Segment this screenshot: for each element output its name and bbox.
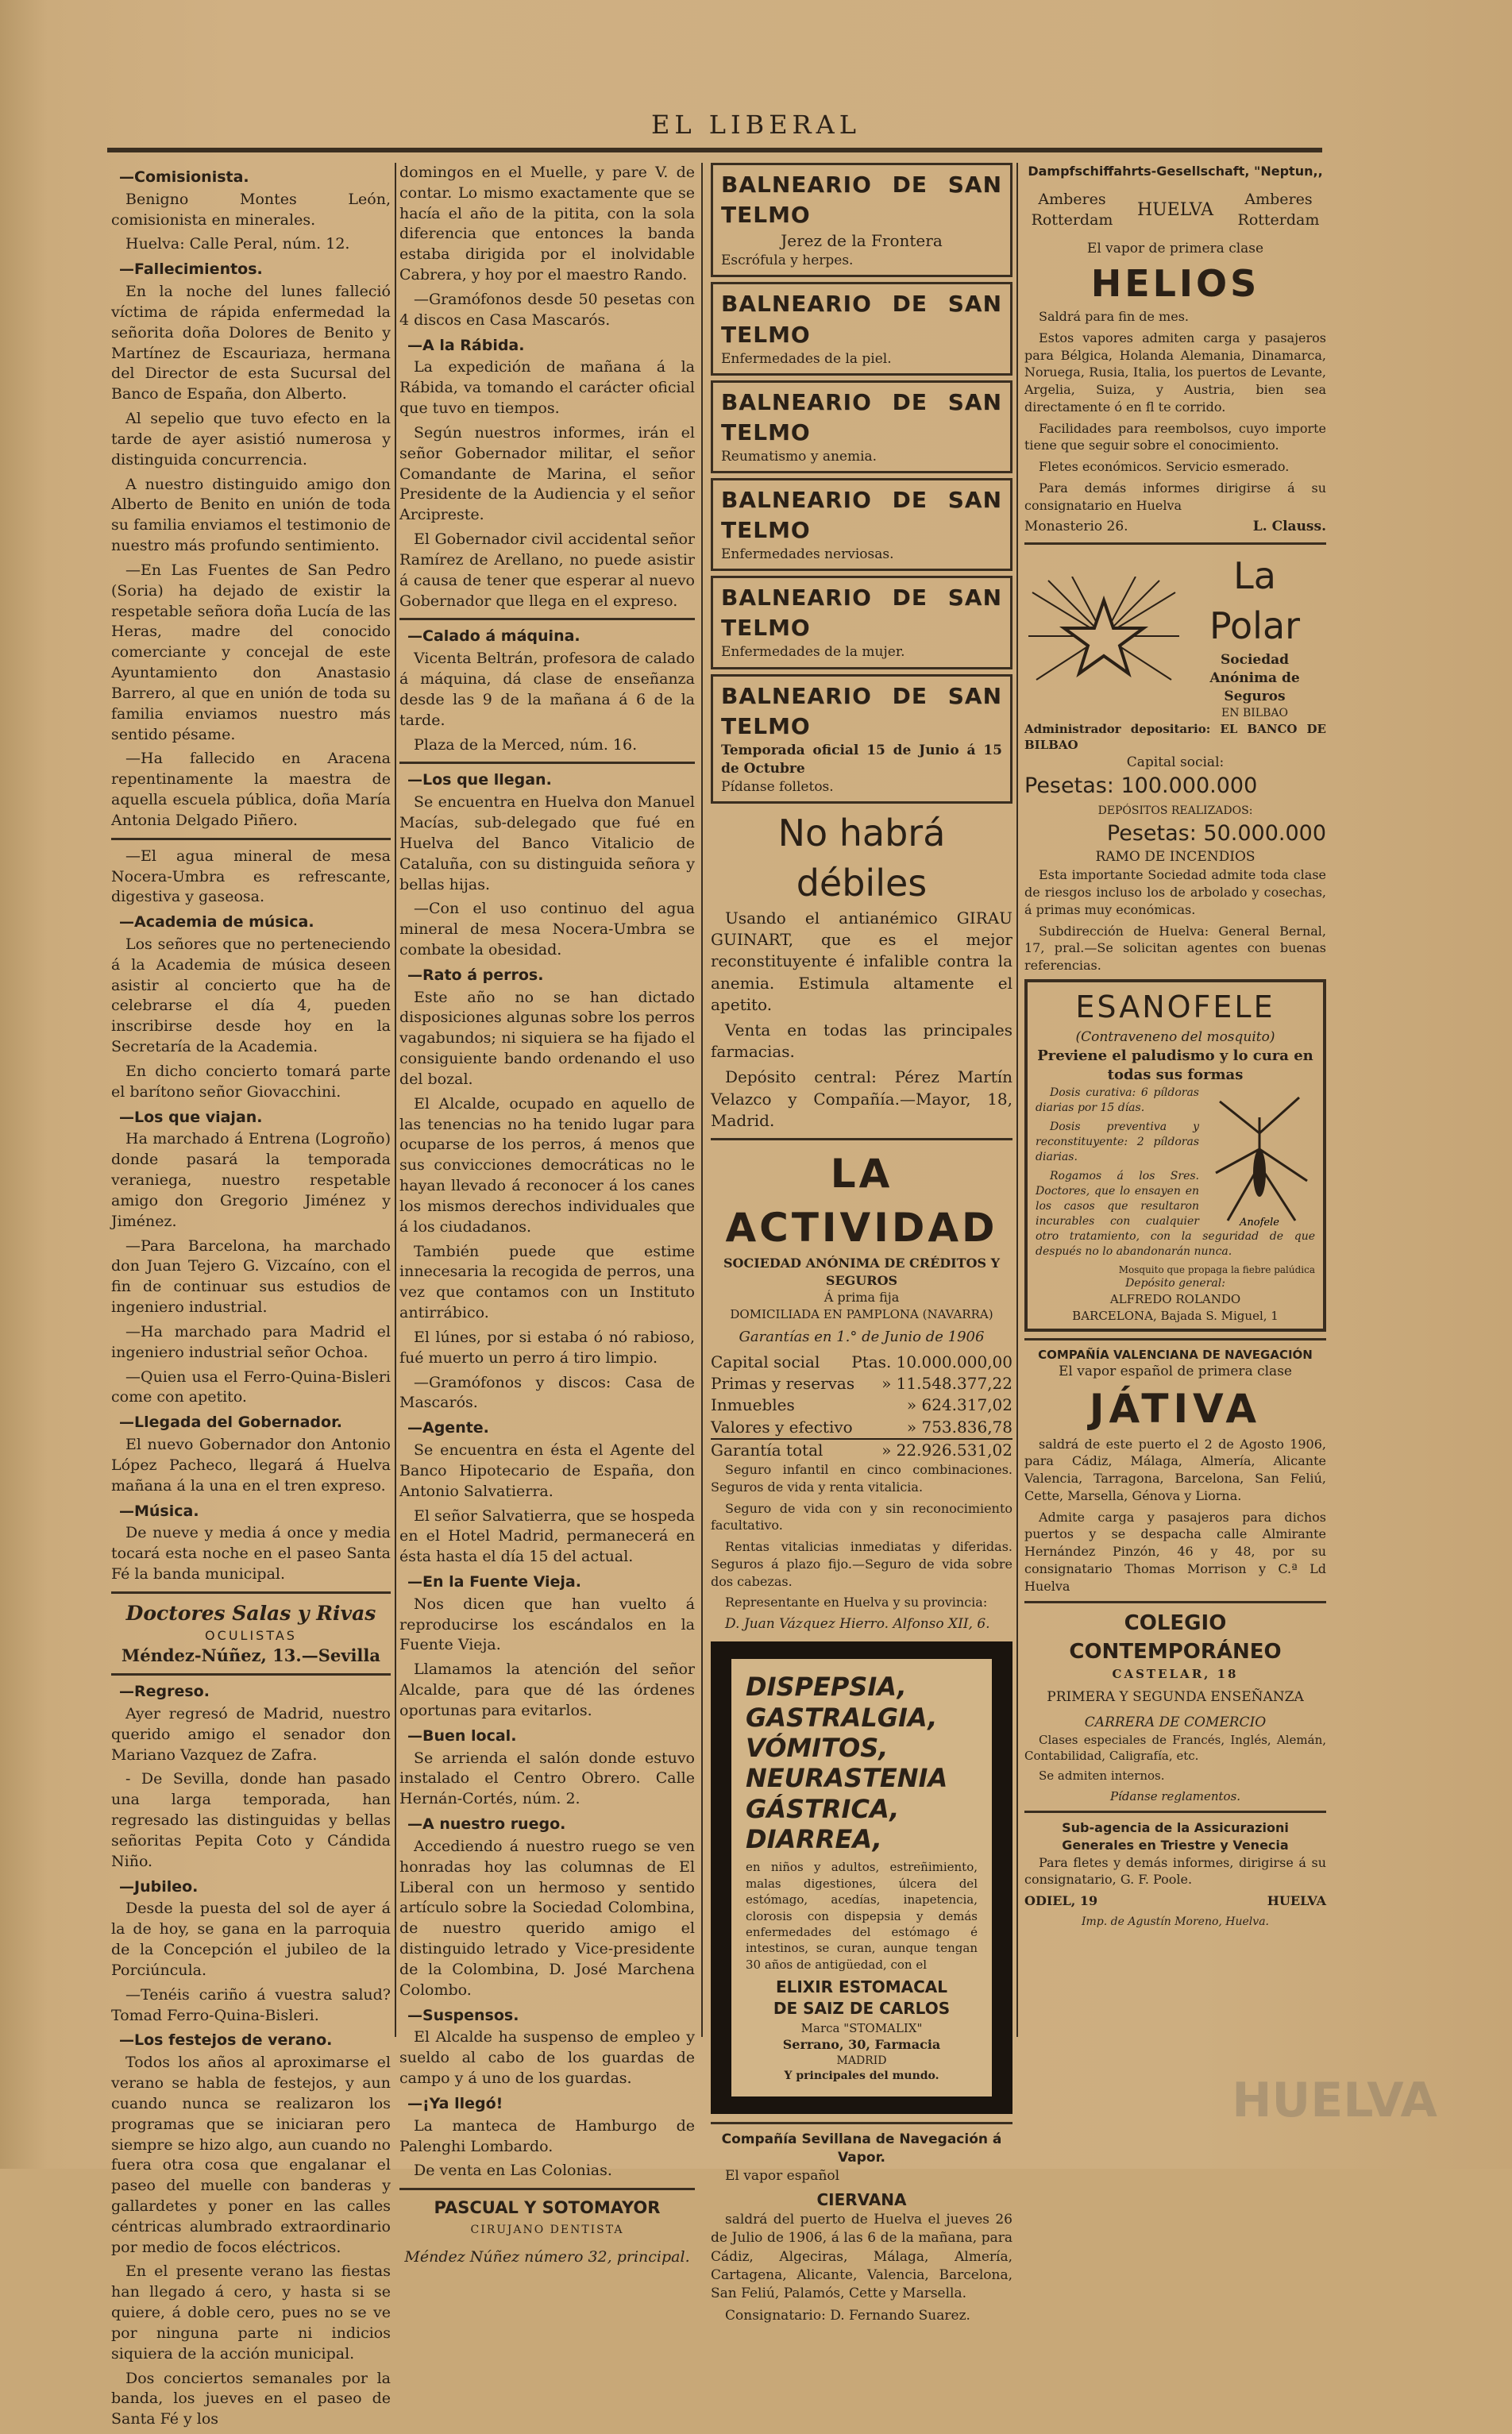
debiles-title: No habrá débiles [777, 812, 946, 905]
paragraph: Plaza de la Merced, núm. 16. [414, 735, 638, 754]
paragraph: El señor Salvatierra, que se hospeda en el Hotel Madrid, permanecerá en ésta hasta el día 15 del actual. [399, 1506, 695, 1566]
divider [111, 1673, 391, 1676]
actividad-row [711, 1394, 1012, 1416]
paragraph: Estos vapores admiten carga y pasajeros para Bélgica, Holanda Alemania, Dinamarca, Noruega, Rusia, Italia, los puertos de Levante, Argelia, Suiza, y Austria, bien sea directamente ó en fl te corrido. [1024, 330, 1326, 415]
paragraph: Este año no se han dictado disposiciones algunas sobre los perros vagabundos; ni siquiera se ha fijado el consiguiente bando ordenando el uso del bozal. [399, 988, 695, 1088]
actividad-label: Primas y reservas [711, 1374, 855, 1394]
balneario-text: Enfermedades nerviosas. [721, 546, 894, 563]
divider [399, 762, 695, 764]
paragraph: saldrá de este puerto el 2 de Agosto 1906, para Cádiz, Málaga, Almería, Alicante Valencia, Tarragona, Barcelona, San Feliú, Cette, Marsella, Génova y Liorna. [1024, 1436, 1326, 1503]
helios-pre: El vapor de primera clase [1086, 241, 1264, 257]
column-1 [111, 163, 391, 2434]
generali-footer [1024, 1892, 1326, 1910]
actividad-label: Inmuebles [711, 1395, 795, 1415]
paragraph: Ha marchado á Entrena (Logroño) donde pasará la temporada veraniega, nuestro respetable amigo don Gregorio Jiménez y Jiménez. [111, 1130, 391, 1230]
polar-titles [1183, 551, 1326, 720]
paragraph: Para fletes y demás informes, dirigirse á su consignatario, G. F. Poole. [1024, 1854, 1326, 1888]
colegio-address: CASTELAR, 18 [1112, 1667, 1239, 1681]
helios-address: Monasterio 26. [1024, 519, 1128, 535]
esanofele-address: BARCELONA, Bajada S. Miguel, 1 [1072, 1308, 1279, 1323]
heading: —A la Rábida. [407, 336, 525, 354]
paragraph: El Alcalde ha suspenso de empleo y sueldo al cabo de los guardas de campo y á uno de los guardas. [399, 2028, 695, 2088]
actividad-label: Capital social [711, 1352, 820, 1372]
heading: —Suspensos. [407, 2006, 519, 2024]
helios-title: HELIOS [1090, 261, 1260, 305]
actividad-domicile: DOMICILIADA EN PAMPLONA (NAVARRA) [730, 1307, 993, 1322]
neptun-title: Dampfschiffahrts-Gesellschaft, "Neptun,, [1028, 164, 1323, 179]
polar-sub: Anónima de Seguros [1209, 669, 1300, 704]
actividad-value: » 11.548.377,22 [881, 1374, 1012, 1394]
column-divider [395, 163, 396, 2037]
paragraph: Venta en todas las principales farmacias. [711, 1020, 1012, 1062]
esanofele-claim: Previene el paludismo y lo cura en todas sus formas [1037, 1047, 1313, 1084]
elixir-text: Serrano, 30, Farmacia [782, 2036, 941, 2052]
divider [1024, 542, 1326, 545]
dispepsia-item: GASTRALGIA, [746, 1702, 938, 1733]
paragraph: —Para Barcelona, ha marchado don Juan Tejero G. Vizcaíno, con el fin de continuar sus estudios de ingeniero industrial. [111, 1236, 391, 1317]
balneario-title: BALNEARIO DE SAN TELMO [721, 584, 1002, 642]
paragraph: Vicenta Beltrán, profesora de calado á máquina, dá clase de enseñanza desde las 9 de la mañana á 6 de la tarde. [399, 650, 695, 729]
paragraph: —Con el uso continuo del agua mineral de mesa Nocera-Umbra se combate la obesidad. [399, 900, 695, 959]
balneario-text: Temporada oficial 15 de Junio á 15 de Octubre [721, 742, 1002, 777]
divider [111, 838, 391, 840]
esanofele-deposit: Depósito general: [1125, 1277, 1225, 1290]
paragraph: También puede que estime innecesaria la recogida de perros, una vez que contamos con un Instituto antirrábico. [399, 1242, 695, 1322]
masthead: EL LIBERAL [651, 110, 861, 140]
esanofele-ad [1024, 979, 1326, 1332]
heading: —Agente. [407, 1419, 489, 1437]
heading: —Academia de música. [119, 913, 314, 932]
heading: —Música. [119, 1502, 199, 1520]
balneario-text: Escrófula y herpes. [721, 253, 854, 269]
actividad-label: Garantía total [711, 1440, 824, 1460]
paragraph: Nos dicen que han vuelto á reproducirse los escándalos en la Fuente Vieja. [399, 1595, 695, 1654]
paragraph: El Gobernador civil accidental señor Ramírez de Arellano, no puede asistir á causa de tener que esperar al nuevo Gobernador que llega en el expreso. [399, 530, 695, 610]
cvn-pre: El vapor español de primera clase [1059, 1364, 1292, 1380]
polar-deposits: Pesetas: 50.000.000 [1106, 820, 1326, 846]
paragraph: Se encuentra en ésta el Agente del Banco Hipotecario de España, don Antonio Salvatierra. [399, 1441, 695, 1500]
paragraph: Todos los años al aproximarse el verano se habla de festejos, y aun cuando nunca se realizaron los programas que se iniciaran pero siempre se hizo algo, aun cuando no fuera otra cosa que engalanar el paseo del muelle con banderas y gallardetes y poner en las calles céntricas alumbrado extraordinario por medio de focos eléctricos. [111, 2054, 391, 2256]
paragraph: De nueve y media á once y media tocará esta noche en el paseo Santa Fé la banda municipal. [111, 1524, 391, 1583]
paragraph: Los señores que no perteneciendo á la Academia de música deseen asistir al concierto que ha de celebrarse el día 4, pueden inscribirse desde hoy en la Secretaría de la Academia. [111, 935, 391, 1056]
dispepsia-item: GÁSTRICA, [746, 1793, 900, 1824]
balneario-title: BALNEARIO DE SAN TELMO [721, 682, 1002, 739]
pascual-sub: CIRUJANO DENTISTA [470, 2223, 624, 2236]
pascual-title: PASCUAL Y SOTOMAYOR [434, 2198, 661, 2218]
paragraph: Representante en Huelva y su provincia: [725, 1595, 988, 1610]
heading: —Llegada del Gobernador. [119, 1414, 342, 1432]
paragraph: Fletes económicos. Servicio esmerado. [1039, 459, 1290, 475]
neptun-route [1024, 190, 1326, 231]
polar-sub: EN BILBAO [1221, 706, 1288, 719]
paragraph: Dosis preventiva y reconstituyente: 2 píldoras diarias. [1036, 1120, 1199, 1163]
masthead-rule [107, 148, 1322, 152]
pascual-ad [399, 2197, 695, 2267]
generali-title: Sub-agencia de la Assicurazioni Generales en Triestre y Venecia [1062, 1820, 1289, 1853]
heading: —Rato á perros. [407, 966, 544, 984]
generali-city: HUELVA [1267, 1893, 1326, 1909]
pascual-address: Méndez Núñez número 32, principal. [404, 2247, 690, 2266]
paragraph: El nuevo Gobernador don Antonio López Pacheco, llegará á Huelva mañana á la una en el tren expreso. [111, 1436, 391, 1495]
paragraph: Rogamos á los Sres. Doctores, que lo ensayen en los casos que resultaron incurables con cualquier otro tratamiento, con la seguridad de que después no lo abandonarán nunca. [1036, 1169, 1315, 1258]
balneario-text: Pídanse folletos. [721, 778, 834, 795]
paragraph: Se arrienda el salón donde estuvo instalado el Centro Obrero. Calle Hernán-Cortés, núm. 2. [399, 1749, 695, 1808]
paragraph: El lúnes, por si estaba ó nó rabioso, fué muerto un perro á tiro limpio. [399, 1328, 695, 1367]
balneario-ad [711, 576, 1012, 669]
paragraph: Subdirección de Huelva: General Bernal, 17, pral.—Se solicitan agentes con buenas referencias. [1024, 923, 1326, 974]
balneario-text: Enfermedades de la piel. [721, 350, 892, 367]
polar-capital-label: Capital social: [1126, 754, 1225, 770]
paragraph: Rentas vitalicias inmediatas y diferidas. Seguros á plazo fijo.—Seguro de vida sobre dos cabezas. [711, 1539, 1012, 1589]
actividad-title: LA ACTIVIDAD [725, 1150, 998, 1251]
paragraph: Clases especiales de Francés, Inglés, Alemán, Contabilidad, Caligrafía, etc. [1024, 1732, 1326, 1763]
elixir-text: Marca "STOMALIX" [800, 2020, 923, 2035]
paragraph: —Tenéis cariño á vuestra salud? Tomad Ferro-Quina-Bisleri. [111, 1985, 391, 2024]
paragraph: D. Juan Vázquez Hierro. Alfonso XII, 6. [725, 1616, 990, 1633]
generali-address: ODIEL, 19 [1024, 1893, 1098, 1909]
balneario-ad [711, 674, 1012, 804]
paragraph: El vapor español [725, 2168, 840, 2184]
heading: —Jubileo. [119, 1877, 199, 1896]
paragraph: —En Las Fuentes de San Pedro (Soria) ha dejado de existir la respetable señora doña Lucía de las Heras, madre del conocido comerciante y concejal de este Ayuntamiento don Anastasio Barrero, al que en unión de toda su familia enviamos nuestro más sentido pésame. [111, 561, 391, 743]
heading: —Buen local. [407, 1726, 517, 1745]
paragraph: —Gramófonos desde 50 pesetas con 4 discos en Casa Mascarós. [399, 290, 695, 329]
colegio-career: CARRERA DE COMERCIO [1084, 1714, 1267, 1730]
paragraph: Depósito central: Pérez Martín Velazco y Compañía.—Mayor, 18, Madrid. [711, 1067, 1012, 1130]
paragraph: —Gramófonos y discos: Casa de Mascarós. [399, 1373, 695, 1412]
elixir-text: Y principales del mundo. [784, 2069, 939, 2082]
dispepsia-panel [731, 1659, 992, 2096]
imprint: Imp. de Agustín Moreno, Huelva. [1082, 1915, 1269, 1928]
elixir-text: MADRID [836, 2054, 887, 2067]
paragraph: Seguro infantil en cinco combinaciones. Seguros de vida y renta vitalicia. [711, 1462, 1012, 1495]
paragraph: Se admiten internos. [1039, 1769, 1165, 1784]
paragraph: Seguro de vida con y sin reconocimiento facultativo. [711, 1500, 1012, 1533]
mosquito-icon [1204, 1086, 1315, 1229]
cvn-ship: JÁTIVA [1089, 1385, 1262, 1432]
colegio-request: Pídanse reglamentos. [1109, 1788, 1241, 1803]
doctores-title: Doctores Salas y Rivas [125, 1601, 376, 1625]
dispepsia-item: NEURASTENIA [746, 1763, 948, 1794]
paragraph: Admite carga y pasajeros para dichos puertos y se despacha calle Almirante Hernández Pinzón, 46 y 48, por su consignatario Thomas Morrison y C.ª Ld Huelva [1024, 1509, 1326, 1594]
paragraph: domingos en el Muelle, y pare V. de contar. Lo mismo exactamente que se hacía el año de la pitita, con la sola diferencia que entonces la banda estaba dirigida por el inolvidable Cabrera, y hoy por el maestro Rando. [399, 164, 695, 284]
paragraph: Saldrá para fin de mes. [1039, 309, 1189, 325]
cvn-title: COMPAÑÍA VALENCIANA DE NAVEGACIÓN [1038, 1348, 1313, 1363]
doctores-ad [111, 1600, 391, 1667]
route-origin: Amberes Rotterdam [1031, 190, 1113, 229]
paragraph: En dicho concierto tomará parte el barítono señor Giovacchini. [111, 1062, 391, 1101]
paragraph: Huelva: Calle Peral, núm. 12. [125, 235, 350, 253]
paragraph: Llamamos la atención del señor Alcalde, para que dé las órdenes oportunas para evitarlos. [399, 1661, 695, 1719]
paragraph: saldrá del puerto de Huelva el jueves 26 de Julio de 1906, á las 6 de la mañana, para Cádiz, Algeciras, Málaga, Almería, Cartagena, Alicante, Valencia, Barcelona, San Feliú, Palamós, Cette y Marsella. [711, 2212, 1012, 2301]
paragraph: Según nuestros informes, irán el señor Gobernador militar, el señor Comandante de Marina, el señor Presidente de la Audiencia y el señor Arcipreste. [399, 423, 695, 524]
paragraph: La manteca de Hamburgo de Palenghi Lombardo. [399, 2116, 695, 2155]
helios-agent: L. Clauss. [1252, 519, 1326, 535]
column-3 [711, 163, 1012, 2329]
balneario-text: Reumatismo y anemia. [721, 448, 878, 465]
balneario-title: BALNEARIO DE SAN TELMO [721, 486, 1002, 544]
heading: —Calado á máquina. [407, 627, 580, 646]
esanofele-sub: (Contraveneno del mosquito) [1075, 1028, 1275, 1045]
paragraph: En el presente verano las fiestas han llegado á cero, y hasta si se quiere, á doble cero, pues no se ve por ninguna parte ni indicios siquiera de la acción municipal. [111, 2262, 391, 2363]
divider [711, 2122, 1012, 2124]
polar-ramo: RAMO DE INCENDIOS [1095, 849, 1256, 866]
divider [1024, 1601, 1326, 1603]
paragraph: El Alcalde, ocupado en aquello de las tenencias no ha tenido lugar para ocuparse de los perros, á menos que sus convicciones democráticas no le hayan llevado á reconocer á los canes los mismos derechos individuales que á los ciudadanos. [399, 1094, 695, 1236]
divider [399, 618, 695, 620]
actividad-value: » 22.926.531,02 [881, 1440, 1012, 1460]
star-icon [1024, 577, 1183, 696]
csn-title: Compañía Sevillana de Navegación á Vapor. [721, 2131, 1002, 2166]
actividad-sub: SOCIEDAD ANÓNIMA DE CRÉDITOS Y SEGUROS [723, 1255, 1001, 1288]
paragraph: Dos conciertos semanales por la banda, los jueves en el paseo de Santa Fé y los [111, 2369, 391, 2428]
actividad-row [711, 1373, 1012, 1394]
paragraph: —El agua mineral de mesa Nocera-Umbra es refrescante, digestiva y gaseosa. [111, 847, 391, 906]
actividad-prima: Á prima fija [824, 1290, 900, 1306]
doctores-address: Méndez-Núñez, 13.—Sevilla [121, 1645, 380, 1665]
actividad-table [711, 1352, 1012, 1461]
balneario-ad [711, 380, 1012, 473]
paragraph: —Quien usa el Ferro-Quina-Bisleri come con apetito. [111, 1367, 391, 1406]
paragraph: Benigno Montes León, comisionista en minerales. [111, 190, 391, 229]
actividad-row [711, 1438, 1012, 1461]
paragraph: - De Sevilla, donde han pasado una larga temporada, han regresado las distinguidas y bellas señoritas Pepita Coto y Cándida Niño. [111, 1770, 391, 1870]
column-2 [399, 163, 695, 2268]
helios-footer [1024, 518, 1326, 536]
polar-header [1024, 551, 1326, 720]
divider [399, 2188, 695, 2190]
dispepsia-item: DIARREA, [746, 1824, 882, 1855]
dispepsia-item: DISPEPSIA, [746, 1672, 907, 1703]
column-divider [701, 163, 703, 2037]
balneario-ad [711, 478, 1012, 571]
actividad-row [711, 1417, 1012, 1438]
archive-watermark [1175, 2033, 1437, 2144]
heading: —Los que llegan. [407, 771, 552, 789]
paragraph: —Ha fallecido en Aracena repentinamente la maestra de aquella escuela pública, doña María Antonia Delgado Piñero. [111, 750, 391, 829]
heading: —A nuestro ruego. [407, 1815, 566, 1834]
route-destination: Amberes Rotterdam [1237, 190, 1320, 229]
heading: —¡Ya llegó! [407, 2094, 503, 2112]
paragraph: En la noche del lunes falleció víctima de rápida enfermedad la señorita doña Dolores de Benito y Martínez de Escauriaza, hermana del Director de esta Sucursal del Banco de España, don Alberto. [111, 283, 391, 403]
divider [111, 1591, 391, 1594]
paragraph: Al sepelio que tuvo efecto en la tarde de ayer asistió numerosa y distinguida concurrencia. [111, 410, 391, 469]
column-4 [1024, 163, 1326, 1930]
elixir-title: DE SAIZ DE CARLOS [773, 1999, 951, 2019]
doctores-sub: OCULISTAS [205, 1627, 297, 1643]
heading: —Regreso. [119, 1683, 210, 1701]
paragraph: —Ha marchado para Madrid el ingeniero industrial señor Ochoa. [111, 1322, 391, 1361]
actividad-label: Valores y efectivo [711, 1417, 853, 1437]
paragraph: Se encuentra en Huelva don Manuel Macías, sub-delegado que fué en Huelva del Banco Vitalicio de Cataluña, con su distinguida señora y bellas hijas. [399, 793, 695, 893]
paragraph: Ayer regresó de Madrid, nuestro querido amigo el senador don Mariano Vazquez de Zafra. [111, 1704, 391, 1764]
csn-ship: CIERVANA [816, 2190, 907, 2210]
esanofele-title: ESANOFELE [1075, 989, 1275, 1024]
divider [1024, 1811, 1326, 1813]
route-hub: HUELVA [1136, 199, 1214, 220]
balneario-text: Jerez de la Frontera [781, 231, 943, 251]
balneario-ad [711, 163, 1012, 277]
paragraph: en niños y adultos, estreñimiento, malas digestiones, úlcera del estómago, acedías, inapetencia, clorosis con dispepsia y demás enfermedades del estómago é intestinos, se curan, aunque tengan 30 años de antigüedad, con el [746, 1860, 978, 1972]
heading: —En la Fuente Vieja. [407, 1573, 581, 1591]
paragraph: Esta importante Sociedad admite toda clase de riesgos incluso los de arbolado y cosechas, á primas muy económicas. [1024, 867, 1326, 917]
colegio-levels: PRIMERA Y SEGUNDA ENSEÑANZA [1047, 1689, 1304, 1706]
heading: —Los que viajan. [119, 1108, 263, 1126]
anofele-caption: Mosquito que propaga la fiebre palúdica [1118, 1263, 1315, 1275]
balneario-title: BALNEARIO DE SAN TELMO [721, 291, 1002, 348]
divider [1024, 1338, 1326, 1340]
paragraph: Usando el antianémico GIRAU GUINART, que es el mejor reconstituyente é infalible contra la anemia. Estimula altamente el apetito. [711, 908, 1012, 1014]
paragraph: Dosis curativa: 6 píldoras diarias por 15 días. [1036, 1086, 1199, 1114]
paragraph: Desde la puesta del sol de ayer á la de hoy, se gana en la parroquia de la Concepción el jubileo de la Porciúncula. [111, 1900, 391, 1979]
paragraph: Accediendo á nuestro ruego se ven honradas hoy las columnas de El Liberal con un hermoso y sentido artículo sobre la Sociedad Colombina, de nuestro querido amigo el distinguido letrado y Vice-presidente de la Colombina, D. José Marchena Colombo. [399, 1837, 695, 1999]
paragraph: A nuestro distinguido amigo don Alberto de Benito en unión de toda su familia enviamos el testimonio de nuestro más profundo sentimiento. [111, 475, 391, 555]
polar-capital: Pesetas: 100.000.000 [1024, 773, 1258, 798]
actividad-row [711, 1352, 1012, 1373]
anofele-label: Anofele [1240, 1216, 1279, 1229]
paragraph: De venta en Las Colonias. [414, 2162, 612, 2180]
paragraph: La expedición de mañana á la Rábida, va tomando el carácter oficial que tuvo en tiempos. [399, 358, 695, 418]
actividad-value: Ptas. 10.000.000,00 [851, 1352, 1012, 1372]
polar-deposits-label: DEPÓSITOS REALIZADOS: [1097, 804, 1253, 818]
polar-admin: Administrador depositario: EL BANCO DE BILBAO [1024, 721, 1326, 753]
balneario-ad [711, 282, 1012, 375]
heading: —Fallecimientos. [119, 260, 263, 279]
paragraph: Para demás informes dirigirse á su consignatario en Huelva [1024, 480, 1326, 513]
heading: —Comisionista. [119, 168, 249, 186]
elixir-title: ELIXIR ESTOMACAL [775, 1977, 948, 1997]
dispepsia-ad [711, 1641, 1012, 2114]
paragraph: Facilidades para reembolsos, cuyo importe tiene que seguir sobre el conocimiento. [1024, 420, 1326, 453]
colegio-title: COLEGIO CONTEMPORÁNEO [1069, 1611, 1282, 1664]
balneario-title: BALNEARIO DE SAN TELMO [721, 172, 1002, 229]
column-divider [1016, 163, 1018, 2037]
balneario-title: BALNEARIO DE SAN TELMO [721, 388, 1002, 446]
esanofele-agent: ALFREDO ROLANDO [1109, 1292, 1241, 1307]
watermark-text: HUELVA [1232, 2073, 1437, 2128]
dispepsia-list [746, 1672, 978, 1854]
actividad-value: » 624.317,02 [906, 1395, 1012, 1415]
polar-title: La Polar [1209, 554, 1301, 647]
divider [711, 1138, 1012, 1140]
dispepsia-item: VÓMITOS, [746, 1732, 889, 1763]
actividad-garantias: Garantías en 1.° de Junio de 1906 [739, 1328, 985, 1345]
actividad-value: » 753.836,78 [906, 1417, 1012, 1437]
balneario-text: Enfermedades de la mujer. [721, 644, 905, 661]
heading: —Los festejos de verano. [119, 2031, 333, 2050]
polar-sub: Sociedad [1220, 651, 1290, 668]
paragraph: Consignatario: D. Fernando Suarez. [725, 2307, 970, 2324]
